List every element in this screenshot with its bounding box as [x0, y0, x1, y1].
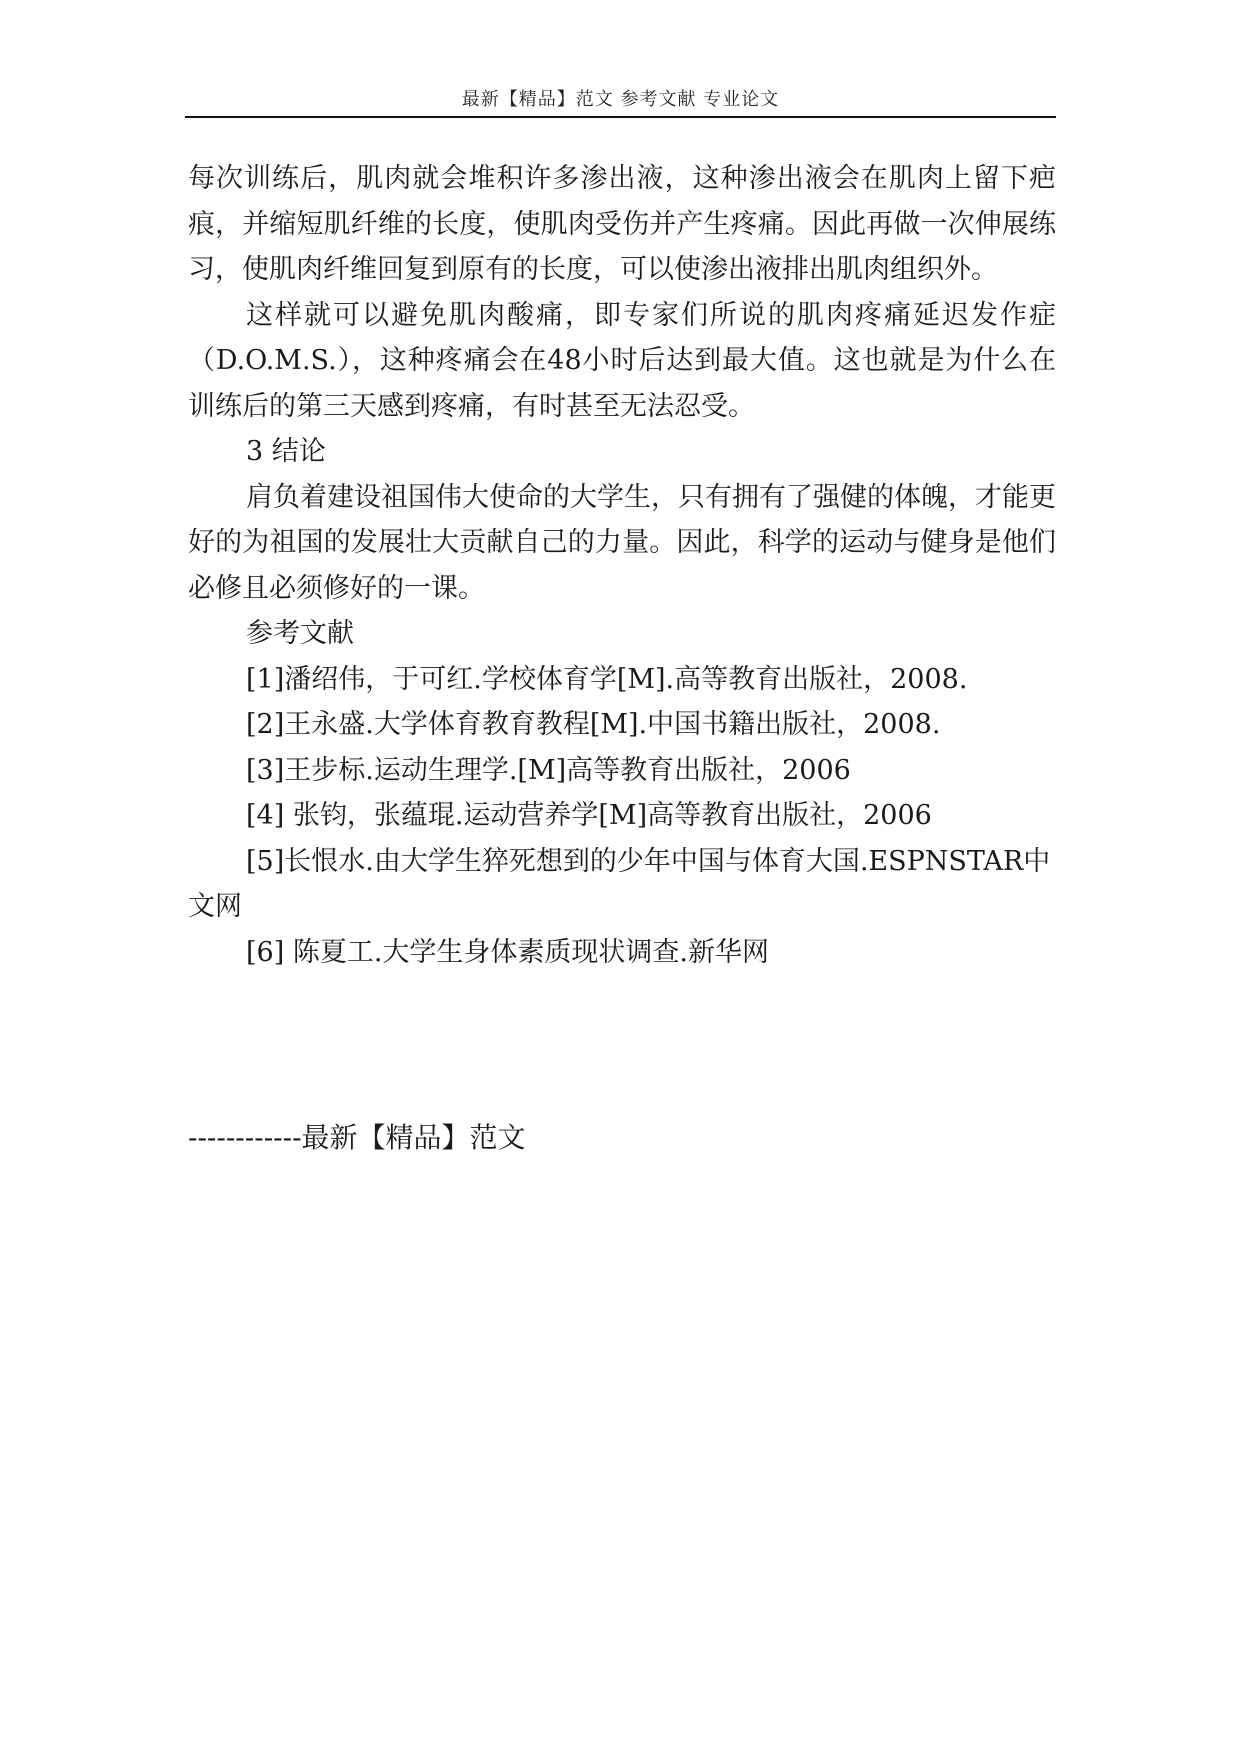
- footer-dashes: ------------: [188, 1121, 302, 1154]
- page-footer: [188, 1118, 526, 1158]
- reference-item-5: [5]长恨水.由大学生猝死想到的少年中国与体育大国.ESPNSTAR中文网: [188, 845, 1051, 922]
- reference-item-4: [4] 张钧，张蕴琨.运动营养学[M]高等教育出版社，2006: [246, 800, 932, 831]
- page-header: 最新【精品】范文 参考文献 专业论文: [461, 89, 780, 110]
- section-heading-conclusion: 3 结论: [246, 436, 326, 467]
- reference-item-6: [6] 陈夏工.大学生身体素质现状调查.新华网: [246, 936, 769, 968]
- reference-item-1: [1]潘绍伟，于可红.学校体育学[M].高等教育出版社，2008.: [246, 663, 968, 695]
- paragraph-continued: 每次训练后，肌肉就会堆积许多渗出液，这种渗出液会在肌肉上留下疤痕，并缩短肌纤维的长度，使肌肉受伤并产生疼痛。因此再做一次伸展练习，使肌肉纤维回复到原有的长度，可以使渗出液排出肌肉组织外。: [188, 163, 1056, 285]
- document-body: [188, 156, 1056, 975]
- paragraph-conclusion: 肩负着建设祖国伟大使命的大学生，只有拥有了强健的体魄，才能更好的为祖国的发展壮大贡献自己的力量。因此，科学的运动与健身是他们必修且必须修好的一课。: [188, 481, 1056, 604]
- reference-item-2: [2]王永盛.大学体育教育教程[M].中国书籍出版社，2008.: [246, 709, 941, 740]
- paragraph-doms: 这样就可以避免肌肉酸痛，即专家们所说的肌肉疼痛延迟发作症（D.O.M.S.），这种疼痛会在48小时后达到最大值。这也就是为什么在训练后的第三天感到疼痛，有时甚至无法忍受。: [188, 299, 1056, 422]
- reference-item-3: [3]王步标.运动生理学.[M]高等教育出版社，2006: [246, 754, 851, 786]
- references-heading: 参考文献: [246, 618, 354, 649]
- footer-text: 最新【精品】范文: [301, 1121, 526, 1154]
- header-divider: [185, 116, 1056, 118]
